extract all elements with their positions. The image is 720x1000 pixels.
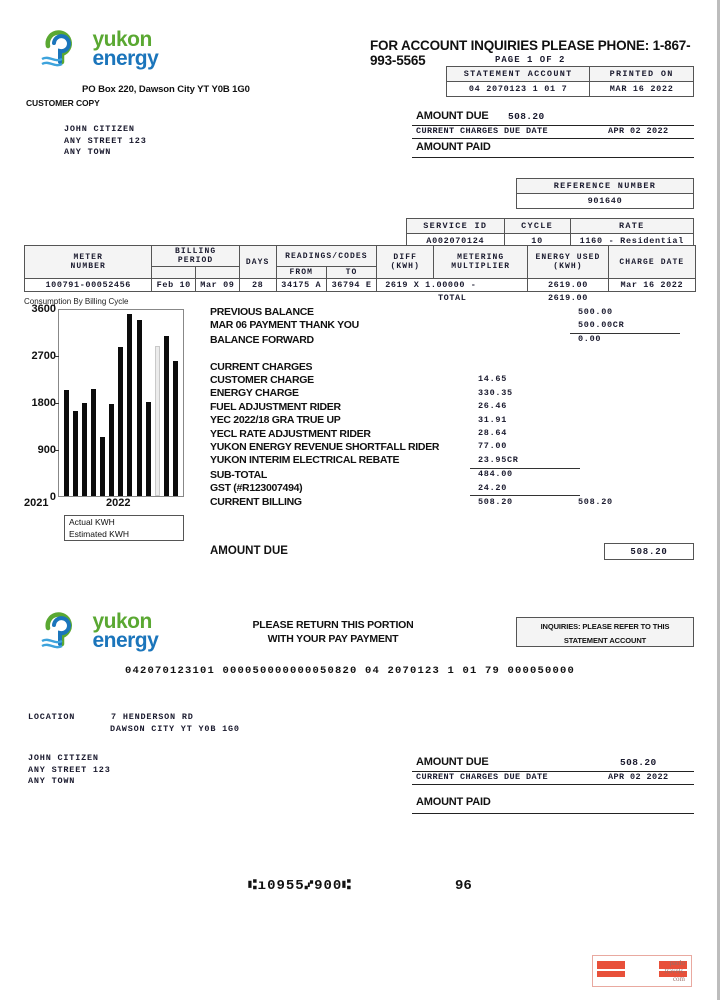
- chart-y-tickmark: [54, 356, 59, 357]
- divider: [412, 813, 694, 814]
- chart-bar: [173, 361, 178, 496]
- customer-address-top: [64, 124, 147, 159]
- charge-date-value: Mar 16 2022: [608, 279, 695, 292]
- statement-account-table: [446, 66, 694, 97]
- charge-line: [210, 441, 700, 454]
- statement-account-value: 04 2070123 1 01 7: [447, 82, 590, 97]
- charge-line: [210, 306, 700, 319]
- customer-address-bottom: [28, 753, 111, 788]
- due-date-label-top: CURRENT CHARGES DUE DATE: [416, 126, 549, 136]
- readings-codes-header: READINGS/CODES: [276, 246, 377, 267]
- logo-word-yukon-bottom: yukon: [92, 609, 152, 633]
- rate-header: RATE: [570, 219, 693, 234]
- reading-to-header: TO: [326, 267, 376, 279]
- logo-word-yukon: yukon: [92, 27, 152, 51]
- charge-label: YECL RATE ADJUSTMENT RIDER: [210, 427, 371, 440]
- charge-amount: 28.64: [478, 428, 508, 439]
- meter-total-value: 2619.00: [547, 293, 588, 303]
- yukon-energy-logo-bottom: [38, 608, 158, 654]
- charge-amount-secondary: 0.00: [578, 334, 602, 345]
- inquiries-notice-box: [516, 617, 694, 647]
- charge-line: [210, 387, 700, 400]
- amount-due-value-bottom: 508.20: [620, 757, 657, 768]
- consumption-chart: [24, 297, 209, 552]
- divider: [412, 784, 694, 785]
- service-location-block: [28, 712, 240, 735]
- charge-amount: 77.00: [478, 441, 508, 452]
- chart-bar: [127, 314, 132, 496]
- chart-bar: [91, 389, 96, 496]
- energy-used-header: ENERGY USED (KWH): [528, 246, 609, 279]
- po-box-address: PO Box 220, Dawson City YT Y0B 1G0: [82, 84, 250, 95]
- customer-town: ANY TOWN: [64, 147, 112, 157]
- charge-label: CURRENT BILLING: [210, 496, 302, 509]
- charge-line: [210, 334, 700, 347]
- charge-amount: 26.46: [478, 401, 508, 412]
- return-line-1: PLEASE RETURN THIS PORTION: [252, 619, 414, 631]
- yukon-energy-logo-top: [38, 26, 158, 72]
- days-value: 28: [239, 279, 276, 292]
- service-id-value: A002070124: [407, 234, 505, 249]
- amount-due-value-mid: 508.20: [604, 543, 694, 560]
- legend-item-estimated: Estimated KWH: [69, 529, 129, 539]
- chart-legend: [64, 515, 184, 541]
- location-row: [28, 712, 240, 724]
- charge-amount: 484.00: [478, 469, 513, 480]
- printed-on-value: MAR 16 2022: [590, 82, 694, 97]
- table-row: [25, 279, 696, 292]
- watermark-text: [625, 959, 685, 983]
- meter-number-header: METER NUMBER: [25, 246, 152, 279]
- charge-label: SUB-TOTAL: [210, 468, 267, 481]
- amount-due-label-mid: AMOUNT DUE: [210, 545, 288, 557]
- chart-y-tickmark: [54, 450, 59, 451]
- location-label: LOCATION: [28, 712, 76, 722]
- cycle-header: CYCLE: [504, 219, 570, 234]
- customer-name-bottom: JOHN CITIZEN: [28, 753, 99, 763]
- legend-item-actual: Actual KWH: [69, 517, 115, 527]
- return-portion-text: [218, 618, 448, 646]
- charge-line: [210, 347, 700, 360]
- charge-label: CUSTOMER CHARGE: [210, 373, 314, 386]
- chart-bar: [164, 336, 169, 496]
- charge-line: [210, 319, 700, 332]
- yukon-energy-mark-icon-bottom: [38, 608, 84, 654]
- charge-label: MAR 06 PAYMENT THANK YOU: [210, 319, 359, 332]
- charge-line: [210, 469, 700, 482]
- chart-title: Consumption By Billing Cycle: [24, 297, 129, 306]
- divider: [412, 138, 694, 139]
- cycle-value: 10: [504, 234, 570, 249]
- metering-multiplier-header: METERING MULTIPLIER: [434, 246, 528, 279]
- inquiry-phone-line: FOR ACCOUNT INQUIRIES PLEASE PHONE: 1-867-993-5565: [370, 38, 691, 68]
- diff-header: DIFF (KWH): [377, 246, 434, 279]
- charge-line: [210, 361, 700, 374]
- inquire-line-1: INQUIRIES: PLEASE REFER TO THIS: [540, 622, 670, 631]
- chart-plot-area: [24, 303, 209, 514]
- yukon-energy-mark-icon: [38, 26, 84, 72]
- customer-copy-label: CUSTOMER COPY: [26, 98, 100, 108]
- charge-amount: 14.65: [478, 374, 508, 385]
- charge-line: [210, 496, 700, 509]
- charge-amount-secondary: 508.20: [578, 496, 613, 507]
- watermark-line-1: paulo: [669, 959, 685, 967]
- charge-label: YUKON INTERIM ELECTRICAL REBATE: [210, 454, 400, 467]
- chart-bar: [118, 347, 123, 496]
- charge-label: YUKON ENERGY REVENUE SHORTFALL RIDER: [210, 440, 440, 453]
- watermark-bar: [597, 971, 625, 977]
- chart-bar: [64, 390, 69, 496]
- customer-town-bottom: ANY TOWN: [28, 776, 76, 786]
- amount-due-value-top: 508.20: [508, 111, 545, 122]
- period-from-header: [152, 267, 196, 279]
- rate-value: 1160 - Residential: [570, 234, 693, 249]
- energy-used-value: 2619.00: [528, 279, 609, 292]
- chart-y-tick: 2700: [31, 350, 56, 362]
- chart-y-tick: 0: [49, 491, 56, 503]
- charge-label: GST (#R123007494): [210, 482, 303, 495]
- charge-line: [210, 401, 700, 414]
- chart-bar: [73, 411, 78, 496]
- reference-number-header: REFERENCE NUMBER: [517, 179, 694, 194]
- period-to-header: [196, 267, 240, 279]
- divider: [412, 157, 694, 158]
- logo-wordmark: [92, 27, 159, 70]
- chart-bar: [109, 404, 114, 496]
- charge-line: [210, 454, 700, 467]
- reading-from-header: FROM: [276, 267, 326, 279]
- customer-name: JOHN CITIZEN: [64, 124, 135, 134]
- chart-bar: [100, 437, 105, 496]
- printed-on-header: PRINTED ON: [590, 67, 694, 82]
- chart-bar: [137, 320, 142, 496]
- charge-amount: 23.95CR: [478, 454, 519, 465]
- due-date-value-bottom: APR 02 2022: [608, 772, 669, 782]
- amount-due-label-bottom: AMOUNT DUE: [416, 756, 489, 768]
- charge-amount-secondary: 500.00: [578, 306, 613, 317]
- statement-account-header: STATEMENT ACCOUNT: [447, 67, 590, 82]
- charge-amount-secondary: 500.00CR: [578, 319, 625, 330]
- charge-amount: 508.20: [478, 496, 513, 507]
- chart-plot: [58, 309, 184, 497]
- charge-label: ENERGY CHARGE: [210, 387, 299, 400]
- period-to-value: Mar 09: [196, 279, 240, 292]
- service-id-header: SERVICE ID: [407, 219, 505, 234]
- page-number-label: PAGE 1 OF 2: [495, 55, 566, 65]
- watermark-line-3: com: [672, 975, 685, 983]
- location-line-2: DAWSON CITY YT Y0B 1G0: [110, 723, 240, 734]
- due-date-label-bottom: CURRENT CHARGES DUE DATE: [416, 772, 549, 782]
- charge-amount: 31.91: [478, 414, 508, 425]
- reading-from-value: 34175 A: [276, 279, 326, 292]
- chart-bars: [59, 310, 183, 496]
- amount-paid-label-top: AMOUNT PAID: [416, 141, 491, 153]
- watermark-line-2: travels.: [664, 967, 685, 975]
- micr-check-number: 96: [455, 878, 472, 894]
- meter-reading-table: [24, 245, 696, 304]
- chart-bar: [155, 346, 160, 496]
- chart-y-tick: 1800: [31, 397, 56, 409]
- charge-amount: 24.20: [478, 482, 508, 493]
- return-line-2: WITH YOUR PAY PAYMENT: [267, 633, 399, 645]
- chart-bar: [146, 402, 151, 496]
- amount-paid-label-bottom: AMOUNT PAID: [416, 796, 491, 808]
- ocr-scanline: 042070123101 000050000000050820 04 2070123 1 01 79 000050000: [124, 665, 576, 677]
- charges-list: [210, 306, 700, 510]
- charge-label: BALANCE FORWARD: [210, 333, 314, 346]
- watermark-logo: [592, 955, 692, 987]
- reading-to-value: 36794 E: [326, 279, 376, 292]
- inquire-line-2: STATEMENT ACCOUNT: [563, 636, 647, 645]
- days-header: DAYS: [239, 246, 276, 279]
- meter-number-value: 100791-00052456: [25, 279, 152, 292]
- chart-bar: [82, 403, 87, 496]
- customer-street-bottom: ANY STREET 123: [28, 764, 111, 775]
- charge-line: [210, 374, 700, 387]
- meter-total-label: TOTAL: [437, 293, 467, 303]
- micr-line: ⑆ı0955⑇900⑆: [248, 878, 352, 894]
- diff-multiplier-value: 2619 X 1.00000 -: [377, 279, 528, 292]
- charge-line: [210, 482, 700, 495]
- charge-label: CURRENT CHARGES: [210, 360, 313, 373]
- location-line-1: 7 HENDERSON RD: [111, 712, 194, 722]
- reference-number-table: [516, 178, 694, 209]
- logo-word-energy-bottom: energy: [92, 628, 159, 652]
- logo-word-energy: energy: [92, 46, 159, 70]
- watermark-bar: [597, 961, 625, 969]
- customer-street: ANY STREET 123: [64, 135, 147, 146]
- charge-label: YEC 2022/18 GRA TRUE UP: [210, 414, 341, 427]
- billing-period-header: BILLING PERIOD: [152, 246, 239, 267]
- charge-line: [210, 428, 700, 441]
- charge-date-header: CHARGE DATE: [608, 246, 695, 279]
- period-from-value: Feb 10: [152, 279, 196, 292]
- logo-wordmark-bottom: [92, 609, 159, 652]
- reference-number-value: 901640: [517, 194, 694, 209]
- chart-year-right: 2022: [106, 497, 131, 509]
- charge-label: PREVIOUS BALANCE: [210, 306, 314, 318]
- chart-y-tick: 900: [37, 444, 56, 456]
- due-date-value-top: APR 02 2022: [608, 126, 669, 136]
- charge-label: FUEL ADJUSTMENT RIDER: [210, 400, 341, 413]
- chart-y-tick: 3600: [31, 303, 56, 315]
- charge-amount: 330.35: [478, 387, 513, 398]
- chart-y-tickmark: [54, 403, 59, 404]
- charge-line: [210, 414, 700, 427]
- amount-due-label-top: AMOUNT DUE: [416, 110, 489, 122]
- chart-year-left: 2021: [24, 497, 49, 509]
